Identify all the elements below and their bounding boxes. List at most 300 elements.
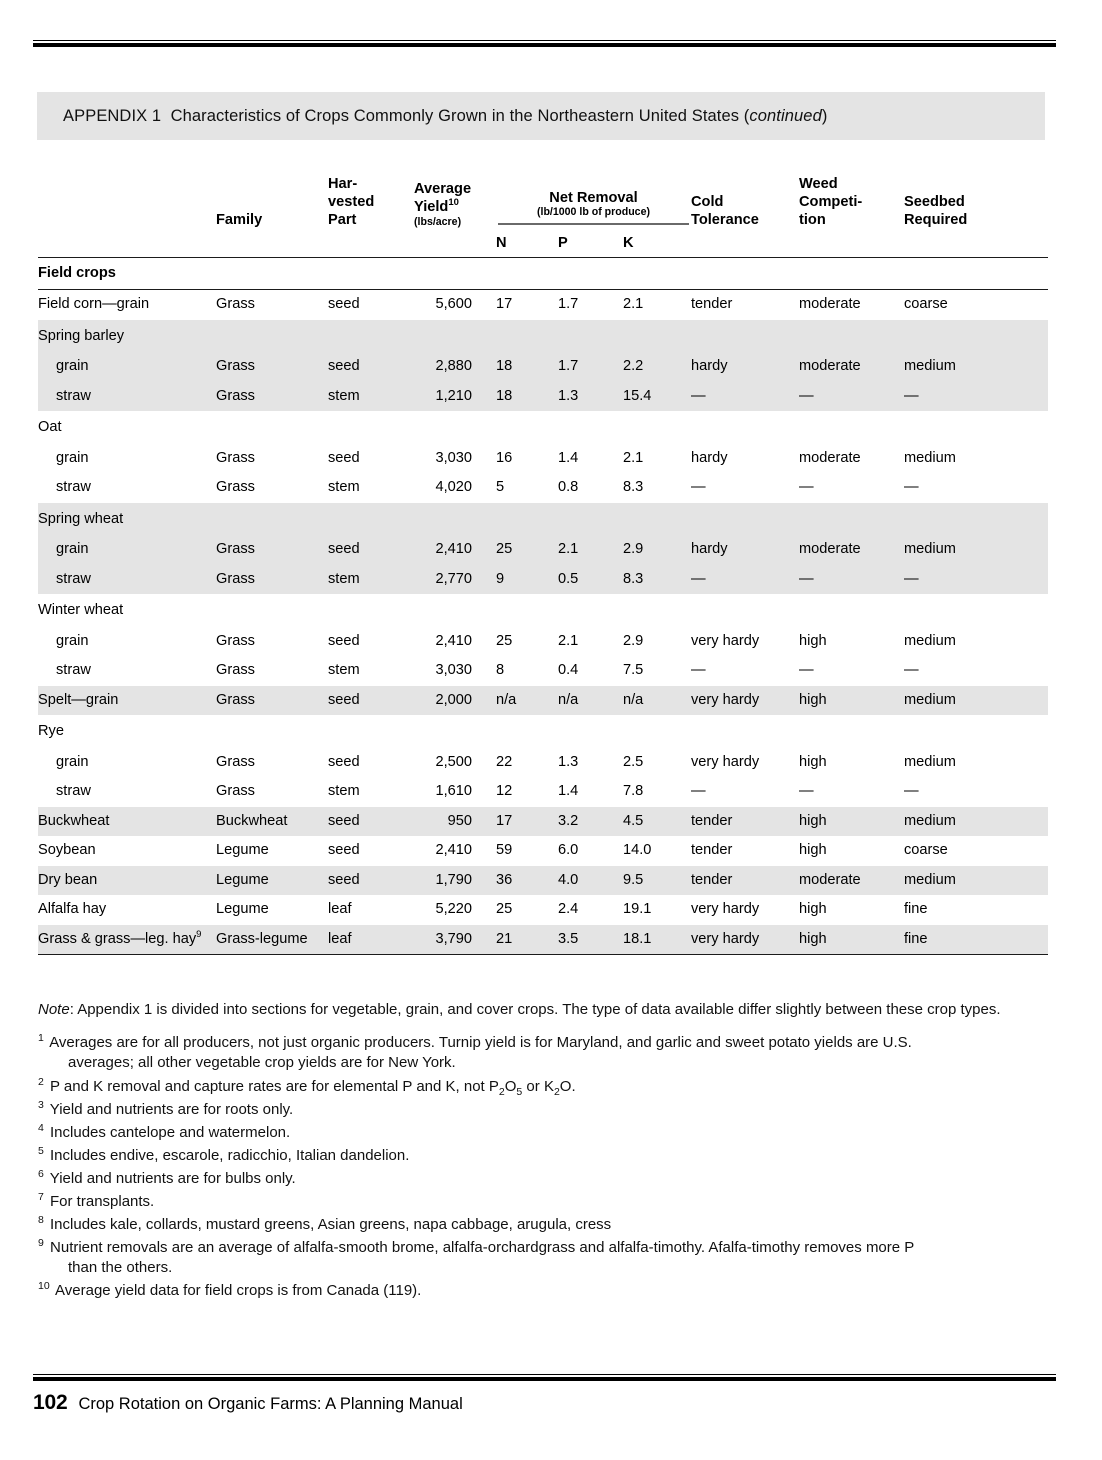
cell-cold-tolerance: very hardy — [691, 925, 799, 955]
cell-weed-competition — [799, 320, 904, 353]
net-removal-units: (lb/1000 lb of produce) — [536, 206, 650, 219]
table-row — [38, 686, 1048, 716]
cell-harvested-part: leaf — [328, 925, 414, 955]
cell-average-yield: 2,770 — [414, 565, 496, 595]
cell-p: 6.0 — [558, 842, 579, 859]
cell-seedbed-required — [904, 503, 1048, 536]
cell-n — [496, 320, 558, 353]
header-family: Family — [216, 212, 263, 229]
table-row — [38, 503, 1048, 536]
cell-k: 7.5 — [623, 662, 644, 679]
footnote-text: For transplants. — [50, 1192, 155, 1210]
cell-p: 3.2 — [558, 807, 623, 837]
footnote — [38, 1077, 1050, 1098]
cell-k: 4.5 — [623, 807, 691, 837]
cell-weed-competition: high — [799, 632, 827, 649]
page-number: 102 — [33, 1391, 68, 1414]
cell-cold-tolerance: very hardy — [691, 686, 799, 716]
cell-n — [496, 411, 558, 444]
footnote-number: 6 — [38, 1167, 44, 1180]
cell-cold-tolerance: very hardy — [691, 632, 760, 649]
table-row — [38, 866, 1048, 896]
section-label: Field crops — [38, 264, 116, 281]
cell-n: 17 — [496, 296, 513, 313]
cell-average-yield: 5,220 — [435, 901, 472, 918]
cell-cold-tolerance: tender — [691, 296, 733, 313]
cell-p: 1.3 — [558, 753, 579, 770]
cell-cold-tolerance: tender — [691, 866, 799, 896]
header-cold-tolerance: Cold Tolerance — [691, 194, 759, 229]
cell-weed-competition: — — [799, 783, 814, 800]
cell-p: n/a — [558, 686, 623, 716]
cell-crop: Spring barley — [38, 320, 216, 353]
cell-p: 0.8 — [558, 479, 579, 496]
cell-crop: Grass & grass—leg. hay$^9$ — [38, 925, 216, 955]
cell-weed-competition: — — [799, 565, 904, 595]
cell-weed-competition: high — [799, 925, 904, 955]
cell-crop: straw — [38, 382, 216, 412]
cell-average-yield: 1,610 — [435, 783, 472, 800]
cell-seedbed-required: fine — [904, 925, 1048, 955]
footnote-text: Averages are for all producers, not just organic producers. Turnip yield is for Maryland, and garlic and sweet potato yields are U.S. — [49, 1033, 912, 1051]
footnote — [38, 1146, 1050, 1167]
cell-harvested-part: seed — [328, 632, 360, 649]
page-top-rule — [33, 40, 1056, 47]
cell-k — [623, 320, 691, 353]
cell-family: Grass — [216, 565, 328, 595]
footnote-text: Includes kale, collards, mustard greens, Asian greens, napa cabbage, arugula, cress — [50, 1215, 612, 1233]
net-removal-title: Net Removal — [549, 189, 638, 206]
cell-weed-competition — [799, 503, 904, 536]
cell-harvested-part: seed — [328, 352, 414, 382]
table-header — [38, 175, 1048, 257]
cell-family: Grass — [216, 296, 255, 313]
cell-crop: grain — [56, 753, 89, 770]
cell-harvested-part: seed — [328, 753, 360, 770]
cell-p — [558, 715, 623, 748]
footnote — [38, 1281, 1050, 1302]
cell-k: 8.3 — [623, 565, 691, 595]
cell-n: 25 — [496, 632, 513, 649]
cell-harvested-part — [328, 503, 414, 536]
appendix-title-text: Characteristics of Crops Commonly Grown in the Northeastern United States ( — [170, 106, 750, 125]
cell-seedbed-required: coarse — [904, 842, 948, 859]
header-crop — [38, 175, 216, 235]
cell-k: 2.5 — [623, 753, 644, 770]
cell-weed-competition: moderate — [799, 352, 904, 382]
cell-k — [623, 411, 691, 444]
cell-p: 3.5 — [558, 925, 623, 955]
table-row — [38, 411, 1048, 444]
footnote — [38, 1100, 1050, 1121]
header-k: K — [623, 234, 634, 251]
appendix-title-bar — [37, 92, 1045, 140]
cell-k: 2.9 — [623, 632, 644, 649]
cell-crop: grain — [56, 632, 89, 649]
table-row — [38, 807, 1048, 837]
footnote-number: 7 — [38, 1190, 44, 1203]
cell-crop: straw — [56, 662, 91, 679]
cell-n — [496, 715, 558, 748]
cell-seedbed-required: medium — [904, 753, 956, 770]
cell-n: 9 — [496, 565, 558, 595]
cell-n: 59 — [496, 842, 513, 859]
cell-p: 2.1 — [558, 632, 579, 649]
cell-n: 25 — [496, 901, 513, 918]
footnote-number: 8 — [38, 1213, 44, 1226]
cell-seedbed-required: — — [904, 479, 919, 496]
footnote-text: Yield and nutrients are for roots only. — [49, 1100, 294, 1118]
cell-crop: Dry bean — [38, 866, 216, 896]
cell-average-yield — [414, 715, 496, 748]
cell-harvested-part: seed — [328, 842, 360, 859]
cell-p: 1.4 — [558, 783, 579, 800]
cell-seedbed-required: medium — [904, 686, 1048, 716]
cell-harvested-part: leaf — [328, 901, 352, 918]
cell-harvested-part: stem — [328, 382, 414, 412]
cell-weed-competition: — — [799, 479, 814, 496]
cell-weed-competition: — — [799, 382, 904, 412]
cell-average-yield: 1,790 — [414, 866, 496, 896]
cell-crop: straw — [56, 479, 91, 496]
footnote — [38, 1215, 1050, 1236]
header-net-removal — [496, 175, 691, 235]
cell-n: 22 — [496, 753, 513, 770]
cell-weed-competition: high — [799, 807, 904, 837]
footnote-number: 1 — [38, 1031, 44, 1044]
cell-p: 1.7 — [558, 352, 623, 382]
page-bottom-rule — [33, 1374, 1056, 1381]
cell-crop: Spring wheat — [38, 503, 216, 536]
cell-weed-competition: high — [799, 842, 827, 859]
cell-n: n/a — [496, 686, 558, 716]
cell-weed-competition: high — [799, 686, 904, 716]
footnote-list — [38, 1033, 1050, 1302]
cell-k: 14.0 — [623, 842, 652, 859]
cell-crop: Buckwheat — [38, 807, 216, 837]
cell-average-yield: 4,020 — [435, 479, 472, 496]
cell-k: 9.5 — [623, 866, 691, 896]
cell-weed-competition: — — [799, 662, 814, 679]
cell-seedbed-required: medium — [904, 535, 1048, 565]
cell-family: Grass — [216, 479, 255, 496]
cell-cold-tolerance — [691, 411, 799, 444]
cell-n: 18 — [496, 352, 558, 382]
cell-k: 8.3 — [623, 479, 644, 496]
table-row — [38, 594, 1048, 627]
cell-p — [558, 594, 623, 627]
cell-crop: grain — [56, 449, 89, 466]
cell-crop: Winter wheat — [38, 602, 124, 619]
footnote-continuation: averages; all other vegetable crop yields are for New York. — [68, 1054, 456, 1072]
cell-family: Grass — [216, 352, 328, 382]
footnote — [38, 1169, 1050, 1190]
cell-family: Grass — [216, 382, 328, 412]
cell-harvested-part — [328, 411, 414, 444]
header-p: P — [558, 234, 568, 251]
section-label-row — [38, 257, 1048, 289]
cell-family — [216, 503, 328, 536]
note-text: : Appendix 1 is divided into sections for vegetable, grain, and cover crops. The type of data available differ slightly between these crop types. — [69, 1001, 1001, 1018]
net-removal-underline — [498, 223, 689, 225]
top-rule-thick — [33, 43, 1056, 47]
footnote-continuation: than the others. — [68, 1259, 173, 1277]
cell-seedbed-required: — — [904, 382, 1048, 412]
cell-harvested-part: stem — [328, 565, 414, 595]
header-row-npk — [38, 235, 1048, 257]
cell-k: 15.4 — [623, 382, 691, 412]
table-bottom-rule — [38, 955, 1048, 956]
cell-cold-tolerance — [691, 594, 799, 627]
yield-footnote-marker: 10 — [448, 197, 459, 209]
table-row — [38, 748, 1048, 778]
note-label: Note — [38, 1001, 70, 1018]
cell-crop: grain — [38, 352, 216, 382]
footnote — [38, 1238, 1050, 1279]
cell-weed-competition: moderate — [799, 866, 904, 896]
table-row — [38, 627, 1048, 657]
cell-cold-tolerance: tender — [691, 842, 733, 859]
cell-average-yield: 3,030 — [435, 449, 472, 466]
appendix-title — [37, 107, 827, 126]
cell-cold-tolerance — [691, 320, 799, 353]
header-weed-competition: Weed Competi- tion — [799, 176, 863, 229]
cell-n — [496, 503, 558, 536]
cell-p: 4.0 — [558, 866, 623, 896]
header-seedbed-required: Seedbed Required — [904, 194, 968, 229]
page-footer — [33, 1391, 463, 1415]
table-row — [38, 473, 1048, 503]
cell-cold-tolerance: hardy — [691, 535, 799, 565]
cell-family — [216, 594, 328, 627]
cell-k: 2.2 — [623, 352, 691, 382]
cell-crop: Spelt—grain — [38, 686, 216, 716]
cell-p: 2.4 — [558, 901, 579, 918]
footnote-text: Average yield data for field crops is from Canada (119). — [55, 1282, 422, 1300]
cell-family — [216, 320, 328, 353]
cell-harvested-part: seed — [328, 449, 360, 466]
cell-k — [623, 503, 691, 536]
cell-n: 21 — [496, 925, 558, 955]
cell-p — [558, 503, 623, 536]
header-average-yield: Average Yield$^{10}$ (lbs/acre) — [414, 181, 472, 229]
table-row — [38, 895, 1048, 925]
cell-seedbed-required: — — [904, 565, 1048, 595]
cell-average-yield — [414, 594, 496, 627]
cell-weed-competition: moderate — [799, 449, 861, 466]
cell-crop: Alfalfa hay — [38, 901, 107, 918]
cell-harvested-part — [328, 320, 414, 353]
footnote-text: P and K removal and capture rates are for elemental P and K, not $P_2O_5$ or $K_2O$. — [50, 1077, 576, 1098]
cell-weed-competition: moderate — [799, 535, 904, 565]
cell-crop: straw — [56, 783, 91, 800]
header-row-main — [38, 175, 1048, 235]
cell-harvested-part — [328, 594, 414, 627]
table-row — [38, 535, 1048, 565]
cell-average-yield: 5,600 — [435, 296, 472, 313]
cell-family: Grass — [216, 783, 255, 800]
cell-harvested-part — [328, 715, 414, 748]
notes-block — [38, 1000, 1050, 1305]
cell-cold-tolerance: — — [691, 382, 799, 412]
footnote-number: 5 — [38, 1144, 44, 1157]
footnote-text: Includes endive, escarole, radicchio, Italian dandelion. — [50, 1146, 410, 1164]
cell-cold-tolerance — [691, 503, 799, 536]
cell-weed-competition — [799, 594, 904, 627]
footnote-number: 9 — [38, 1236, 44, 1249]
footnote — [38, 1192, 1050, 1213]
footnote-number: 3 — [38, 1098, 44, 1111]
cell-weed-competition — [799, 715, 904, 748]
cell-weed-competition: high — [799, 753, 827, 770]
bottom-rule-thick — [33, 1377, 1056, 1381]
cell-k — [623, 715, 691, 748]
cell-cold-tolerance: hardy — [691, 449, 728, 466]
note-general — [38, 1000, 1050, 1020]
cell-crop: grain — [38, 535, 216, 565]
cell-cold-tolerance: hardy — [691, 352, 799, 382]
cell-p: 1.7 — [558, 296, 579, 313]
table-row — [38, 565, 1048, 595]
cell-seedbed-required: coarse — [904, 296, 948, 313]
cell-family: Grass — [216, 753, 255, 770]
cell-average-yield: 950 — [414, 807, 496, 837]
cell-average-yield: 1,210 — [414, 382, 496, 412]
footnote — [38, 1033, 1050, 1074]
cell-family: Legume — [216, 842, 269, 859]
cell-n: 16 — [496, 449, 513, 466]
cell-family: Grass — [216, 449, 255, 466]
cell-p: 1.4 — [558, 449, 579, 466]
cell-family: Grass — [216, 632, 255, 649]
cell-family: Grass-legume — [216, 925, 328, 955]
cell-k: 2.1 — [623, 449, 644, 466]
cell-cold-tolerance: — — [691, 783, 706, 800]
cell-p — [558, 320, 623, 353]
cell-weed-competition: high — [799, 901, 827, 918]
footnote-text: Nutrient removals are an average of alfalfa-smooth brome, alfalfa-orchardgrass and alfalfa-timothy. Afalfa-timothy removes more P — [50, 1238, 915, 1256]
table-row — [38, 290, 1048, 320]
cell-seedbed-required: — — [904, 662, 919, 679]
cell-family: Buckwheat — [216, 807, 328, 837]
cell-cold-tolerance: — — [691, 565, 799, 595]
cell-harvested-part: seed — [328, 296, 360, 313]
cell-n: 36 — [496, 866, 558, 896]
footnote-number: 4 — [38, 1121, 44, 1134]
book-title: Crop Rotation on Organic Farms: A Planning Manual — [78, 1395, 463, 1413]
cell-average-yield: 2,000 — [414, 686, 496, 716]
cell-p: 2.1 — [558, 535, 623, 565]
header-n: N — [496, 234, 507, 251]
cell-harvested-part: stem — [328, 783, 360, 800]
cell-cold-tolerance: very hardy — [691, 753, 760, 770]
cell-k: 7.8 — [623, 783, 644, 800]
table-row — [38, 777, 1048, 807]
cell-harvested-part: seed — [328, 866, 414, 896]
cell-average-yield — [414, 320, 496, 353]
table-row — [38, 320, 1048, 353]
cell-cold-tolerance: — — [691, 662, 706, 679]
cell-crop: Field corn—grain — [38, 296, 150, 313]
cell-weed-competition: moderate — [799, 296, 861, 313]
cell-p: 1.3 — [558, 382, 623, 412]
cell-average-yield: 2,410 — [435, 842, 472, 859]
footnote — [38, 1123, 1050, 1144]
cell-crop: straw — [38, 565, 216, 595]
cell-harvested-part: seed — [328, 686, 414, 716]
cell-average-yield — [414, 503, 496, 536]
cell-family: Grass — [216, 535, 328, 565]
cell-crop: Soybean — [38, 842, 96, 859]
table-row — [38, 715, 1048, 748]
cell-n — [496, 594, 558, 627]
cell-family: Legume — [216, 901, 269, 918]
cell-harvested-part: stem — [328, 479, 360, 496]
crops-table — [38, 175, 1048, 955]
cell-seedbed-required: medium — [904, 632, 956, 649]
crop-footnote-marker: 9 — [196, 929, 202, 941]
appendix-label: APPENDIX 1 — [63, 106, 162, 125]
cell-crop: Rye — [38, 723, 64, 740]
cell-average-yield: 2,880 — [414, 352, 496, 382]
cell-family — [216, 715, 328, 748]
cell-average-yield — [414, 411, 496, 444]
table-row — [38, 925, 1048, 955]
cell-seedbed-required — [904, 594, 1048, 627]
cell-seedbed-required — [904, 320, 1048, 353]
table-row — [38, 656, 1048, 686]
cell-k: 2.9 — [623, 535, 691, 565]
cell-seedbed-required: medium — [904, 449, 956, 466]
cell-p — [558, 411, 623, 444]
cell-k: 19.1 — [623, 901, 652, 918]
cell-average-yield: 2,500 — [435, 753, 472, 770]
cell-family: Grass — [216, 662, 255, 679]
cell-p: 0.4 — [558, 662, 579, 679]
table-row — [38, 444, 1048, 474]
header-harvested-part: Har- vested Part — [328, 176, 375, 229]
cell-n: 25 — [496, 535, 558, 565]
cell-seedbed-required — [904, 411, 1048, 444]
cell-seedbed-required: — — [904, 783, 919, 800]
cell-average-yield: 3,030 — [435, 662, 472, 679]
cell-harvested-part: stem — [328, 662, 360, 679]
cell-seedbed-required: fine — [904, 901, 928, 918]
cell-cold-tolerance: tender — [691, 807, 799, 837]
cell-harvested-part: seed — [328, 535, 414, 565]
cell-crop: Oat — [38, 419, 62, 436]
footnote-text: Yield and nutrients are for bulbs only. — [49, 1169, 296, 1187]
cell-harvested-part: seed — [328, 807, 414, 837]
table-body — [38, 257, 1048, 955]
cell-average-yield: 3,790 — [414, 925, 496, 955]
appendix-continued: continued — [749, 106, 822, 125]
cell-k: n/a — [623, 686, 691, 716]
cell-k — [623, 594, 691, 627]
cell-n: 8 — [496, 662, 505, 679]
cell-n: 17 — [496, 807, 558, 837]
cell-k: 2.1 — [623, 296, 644, 313]
cell-p: 0.5 — [558, 565, 623, 595]
cell-n: 18 — [496, 382, 558, 412]
cell-n: 12 — [496, 783, 513, 800]
crops-table-wrapper — [38, 175, 1048, 955]
cell-family — [216, 411, 328, 444]
table-row — [38, 382, 1048, 412]
cell-average-yield: 2,410 — [435, 632, 472, 649]
cell-family: Grass — [216, 686, 328, 716]
cell-seedbed-required — [904, 715, 1048, 748]
